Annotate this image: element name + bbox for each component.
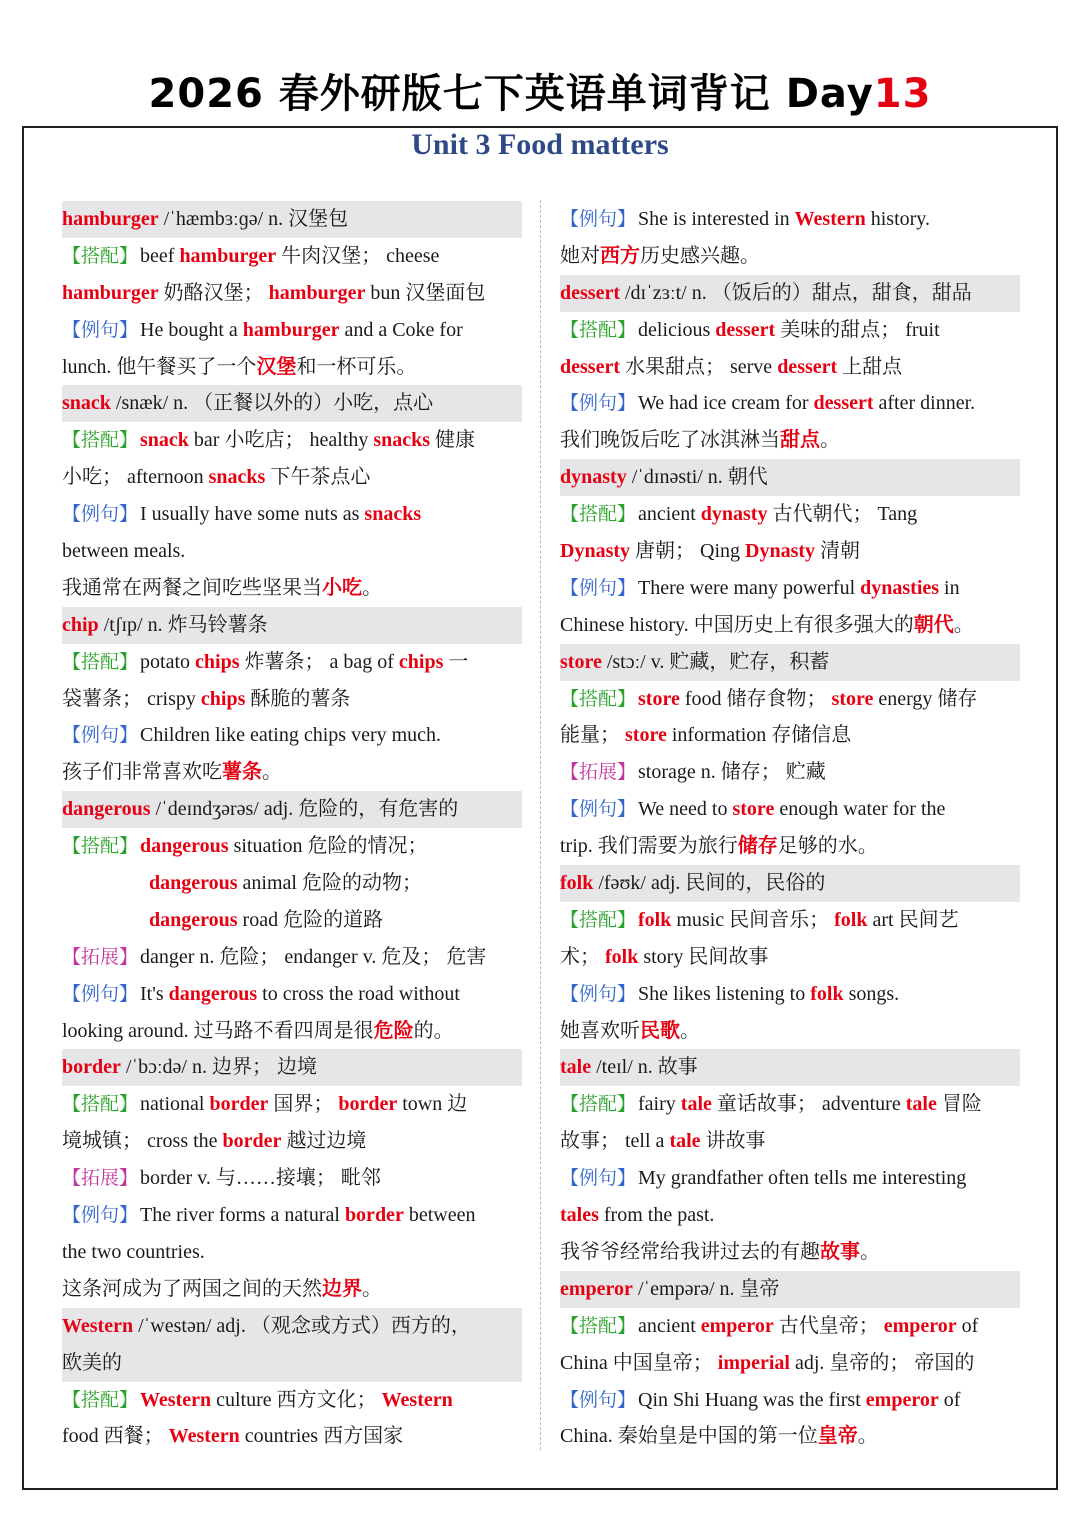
entry-line: [560, 1418, 1020, 1455]
keyword-highlight: Dynasty: [745, 540, 816, 563]
entry-line: [62, 681, 522, 718]
text-run: from the past.: [598, 1204, 715, 1227]
text-run: 这条河成为了两国之间的天然: [62, 1277, 322, 1300]
text-run: 奶酪汉堡；: [158, 281, 269, 304]
keyword-highlight: hamburger: [62, 281, 159, 304]
entry-line: [62, 422, 522, 459]
text-run: national: [140, 1093, 210, 1116]
keyword-highlight: border: [338, 1093, 398, 1116]
example-label: 【例句】: [560, 392, 637, 415]
entry-line: [560, 1382, 1020, 1419]
entry-line: [62, 1013, 522, 1050]
text-run: information 存储信息: [666, 724, 852, 747]
text-run: /dɪˈzɜːt/ n. （饭后的）甜点，甜食，甜品: [619, 281, 972, 304]
text-run: 越过边境: [281, 1130, 367, 1153]
text-run: She is interested in: [638, 208, 795, 230]
text-run: 历史感兴趣。: [640, 244, 760, 267]
example-label: 【例句】: [560, 1167, 637, 1190]
text-run: 境城镇； cross the: [62, 1130, 223, 1153]
entry-line: [560, 349, 1020, 386]
extension-label: 【拓展】: [62, 1167, 139, 1190]
text-run: looking around. 过马路不看四周是很: [62, 1019, 374, 1042]
entry-line: [62, 939, 522, 976]
entry-line: [560, 1345, 1020, 1382]
keyword-highlight: dessert: [813, 392, 874, 415]
entry-line: [62, 644, 522, 681]
keyword-highlight: folk: [810, 982, 844, 1005]
text-run: food 西餐；: [62, 1425, 169, 1448]
text-run: bun 汉堡面包: [365, 281, 486, 304]
keyword-highlight: 储存: [737, 835, 778, 858]
keyword-highlight: dangerous: [149, 872, 238, 895]
text-run: fairy: [638, 1093, 681, 1116]
text-run: 欧美的: [62, 1351, 122, 1374]
headword: hamburger: [62, 208, 159, 230]
collocation-label: 【搭配】: [62, 244, 139, 267]
example-label: 【例句】: [62, 1204, 139, 1227]
text-run: /stɔː/ v. 贮藏，贮存，积蓄: [601, 650, 830, 673]
text-run: 。: [860, 1240, 880, 1263]
entry-line: [62, 902, 522, 939]
keyword-highlight: 民歌: [640, 1019, 680, 1042]
text-run: 。: [820, 429, 840, 452]
text-run: 唐朝； Qing: [630, 540, 746, 563]
text-run: 牛肉汉堡； cheese: [276, 244, 440, 267]
keyword-highlight: dynasty: [700, 503, 768, 526]
entry-line: [560, 717, 1020, 754]
page-title-day: 13: [873, 71, 932, 117]
collocation-label: 【搭配】: [560, 503, 637, 526]
headword: snack: [62, 392, 111, 415]
text-run: 我爷爷经常给我讲过去的有趣: [560, 1240, 820, 1263]
text-run: /ˈdeɪndʒərəs/ adj. 危险的，有危害的: [150, 798, 459, 821]
text-run: We had ice cream for: [638, 392, 814, 415]
text-run: 上甜点: [837, 355, 903, 378]
keyword-highlight: snacks: [373, 429, 431, 452]
text-run: 我通常在两餐之间吃些坚果当: [62, 576, 322, 599]
collocation-label: 【搭配】: [62, 835, 139, 858]
text-run: road 危险的道路: [237, 908, 384, 931]
keyword-highlight: snack: [140, 429, 189, 452]
entry-line: [560, 754, 1020, 791]
keyword-highlight: snacks: [208, 466, 266, 489]
text-run: music 民间音乐；: [671, 908, 835, 931]
text-run: after dinner.: [873, 392, 976, 415]
keyword-highlight: store: [625, 724, 667, 747]
text-run: /fəʊk/ adj. 民间的，民俗的: [593, 872, 826, 895]
text-run: 术；: [560, 945, 605, 968]
text-run: 一: [443, 650, 469, 673]
text-run: situation 危险的情况；: [228, 835, 428, 858]
entry-line: [62, 1271, 522, 1308]
vocab-column-right: [560, 201, 1020, 1455]
example-label: 【例句】: [62, 503, 139, 526]
text-run: 小吃； afternoon: [62, 466, 209, 489]
keyword-highlight: Western: [794, 208, 866, 230]
text-run: 。: [680, 1019, 700, 1042]
entry-headword-row: [560, 865, 1020, 902]
example-label: 【例句】: [560, 208, 637, 230]
keyword-highlight: Western: [381, 1388, 453, 1411]
keyword-highlight: 危险: [373, 1019, 414, 1042]
text-run: trip. 我们需要为旅行: [560, 835, 738, 858]
text-run: 讲故事: [700, 1130, 766, 1153]
keyword-highlight: folk: [605, 945, 639, 968]
text-run: Qin Shi Huang was the first: [638, 1388, 866, 1411]
text-run: 下午茶点心: [265, 466, 371, 489]
text-run: adj. 皇帝的； 帝国的: [790, 1351, 975, 1374]
text-run: 故事； tell a: [560, 1130, 670, 1153]
collocation-label: 【搭配】: [560, 908, 637, 931]
entry-line: [560, 976, 1020, 1013]
text-run: of: [938, 1388, 961, 1411]
keyword-highlight: tale: [905, 1093, 937, 1116]
keyword-highlight: store: [732, 798, 775, 821]
text-run: 袋薯条； crispy: [62, 687, 201, 710]
text-run: 古代朝代； Tang: [767, 503, 918, 526]
text-run: countries 西方国家: [239, 1425, 404, 1448]
entry-line: [560, 939, 1020, 976]
headword: border: [62, 1056, 121, 1079]
keyword-highlight: emperor: [700, 1314, 774, 1337]
entry-headword-row: [560, 644, 1020, 681]
text-run: 古代皇帝；: [773, 1314, 884, 1337]
entry-headword-row: [62, 1308, 522, 1345]
keyword-highlight: tale: [669, 1130, 701, 1153]
text-run: /snæk/ n. （正餐以外的）小吃，点心: [110, 392, 434, 415]
text-run: 孩子们非常喜欢吃: [62, 761, 222, 784]
text-run: ancient: [638, 1314, 701, 1337]
entry-line: [560, 1123, 1020, 1160]
keyword-highlight: border: [209, 1093, 269, 1116]
text-run: art 民间艺: [867, 908, 959, 931]
text-run: 。: [362, 576, 382, 599]
entry-headword-row: [560, 459, 1020, 496]
keyword-highlight: imperial: [717, 1351, 790, 1374]
entry-headword-row: [62, 607, 522, 644]
text-run: 炸薯条； a bag of: [239, 650, 399, 673]
example-label: 【例句】: [560, 1388, 637, 1411]
headword: Western: [62, 1314, 134, 1337]
keyword-highlight: dynasties: [860, 576, 940, 599]
text-run: He bought a: [140, 318, 243, 341]
text-run: I usually have some nuts as: [140, 503, 365, 526]
entry-line: [560, 902, 1020, 939]
headword: dangerous: [62, 798, 151, 821]
entry-headword-row: [62, 1345, 522, 1382]
collocation-label: 【搭配】: [62, 1388, 139, 1411]
entry-line: [62, 1234, 522, 1271]
keyword-highlight: 西方: [600, 244, 640, 267]
example-label: 【例句】: [560, 576, 637, 599]
keyword-highlight: tale: [680, 1093, 712, 1116]
text-run: of: [956, 1314, 979, 1337]
entry-line: [560, 791, 1020, 828]
extension-label: 【拓展】: [560, 761, 637, 784]
text-run: story 民间故事: [638, 945, 769, 968]
vocab-column-left: [62, 201, 522, 1455]
text-run: storage n. 储存； 贮藏: [638, 761, 826, 784]
text-run: town 边: [397, 1093, 468, 1116]
headword: dynasty: [560, 466, 627, 489]
text-run: /ˈempərə/ n. 皇帝: [632, 1277, 780, 1300]
keyword-highlight: emperor: [865, 1388, 939, 1411]
text-run: between: [403, 1204, 476, 1227]
text-run: 她对: [560, 244, 600, 267]
keyword-highlight: hamburger: [242, 318, 340, 341]
entry-line: [560, 422, 1020, 459]
keyword-highlight: store: [831, 687, 874, 710]
unit-title: Unit 3 Food matters: [411, 128, 669, 161]
text-run: The river forms a natural: [140, 1204, 345, 1227]
entry-headword-row: [560, 1049, 1020, 1086]
text-run: lunch. 他午餐买了一个: [62, 355, 257, 378]
text-run: My grandfather often tells me interesting: [638, 1167, 967, 1190]
entry-line: [560, 607, 1020, 644]
entry-line: [62, 459, 522, 496]
entry-line: [62, 976, 522, 1013]
entry-headword-row: [62, 385, 522, 422]
keyword-highlight: Western: [168, 1425, 240, 1448]
keyword-highlight: 故事: [820, 1240, 860, 1263]
text-run: Chinese history. 中国历史上有很多强大的: [560, 613, 914, 636]
entry-line: [560, 312, 1020, 349]
collocation-label: 【搭配】: [62, 1093, 139, 1116]
entry-line: [62, 312, 522, 349]
entry-line: [560, 1197, 1020, 1234]
text-run: 清朝: [815, 540, 861, 563]
keyword-highlight: chips: [200, 687, 246, 710]
collocation-label: 【搭配】: [560, 318, 637, 341]
keyword-highlight: chips: [398, 650, 444, 673]
entry-line: [560, 533, 1020, 570]
example-label: 【例句】: [62, 724, 139, 747]
entry-headword-row: [62, 1049, 522, 1086]
entry-line: [62, 828, 522, 865]
text-run: enough water for the: [774, 798, 946, 821]
keyword-highlight: Dynasty: [560, 540, 631, 563]
example-label: 【例句】: [62, 982, 139, 1005]
headword: emperor: [560, 1277, 633, 1300]
keyword-highlight: 皇帝: [817, 1425, 858, 1448]
text-run: danger n. 危险； endanger v. 危及； 危害: [140, 945, 487, 968]
entry-line: [62, 1123, 522, 1160]
text-run: 美味的甜点； fruit: [775, 318, 940, 341]
text-run: /tʃɪp/ n. 炸马铃薯条: [98, 613, 268, 636]
collocation-label: 【搭配】: [560, 1314, 637, 1337]
collocation-label: 【搭配】: [62, 650, 139, 673]
keyword-highlight: border: [344, 1204, 404, 1227]
text-run: 酥脆的薯条: [245, 687, 351, 710]
keyword-highlight: dessert: [560, 355, 620, 378]
text-run: 健康: [430, 429, 476, 452]
text-run: There were many powerful: [638, 576, 861, 599]
entry-headword-row: [560, 1271, 1020, 1308]
entry-line: [62, 349, 522, 386]
text-run: ancient: [638, 503, 701, 526]
entry-line: [560, 201, 1020, 238]
keyword-highlight: hamburger: [268, 281, 366, 304]
text-run: 。: [262, 761, 282, 784]
text-run: 足够的水。: [777, 835, 878, 858]
text-run: to cross the road without: [257, 982, 460, 1005]
entry-line: [560, 681, 1020, 718]
text-run: We need to: [638, 798, 733, 821]
headword: tale: [560, 1056, 592, 1079]
entry-line: [62, 1086, 522, 1123]
entry-headword-row: [62, 201, 522, 238]
entry-headword-row: [560, 275, 1020, 312]
headword: folk: [560, 872, 594, 895]
text-run: /teɪl/ n. 故事: [591, 1056, 698, 1079]
text-run: /ˈbɔːdə/ n. 边界； 边境: [120, 1056, 317, 1079]
headword: store: [560, 650, 602, 673]
entry-line: [560, 1013, 1020, 1050]
entry-line: [62, 570, 522, 607]
entry-line: [62, 238, 522, 275]
entry-line: [62, 1382, 522, 1419]
entry-line: [62, 717, 522, 754]
text-run: /ˈdɪnəsti/ n. 朝代: [626, 466, 768, 489]
text-run: potato: [140, 650, 196, 673]
keyword-highlight: emperor: [883, 1314, 957, 1337]
entry-line: [560, 570, 1020, 607]
collocation-label: 【搭配】: [62, 429, 139, 452]
text-run: China. 秦始皇是中国的第一位: [560, 1425, 818, 1448]
keyword-highlight: hamburger: [179, 244, 277, 267]
example-label: 【例句】: [560, 798, 637, 821]
text-run: beef: [140, 244, 180, 267]
entry-line: [62, 754, 522, 791]
keyword-highlight: dessert: [777, 355, 838, 378]
example-label: 【例句】: [62, 318, 139, 341]
keyword-highlight: 朝代: [913, 613, 954, 636]
text-run: 的。: [413, 1019, 454, 1042]
collocation-label: 【搭配】: [560, 687, 637, 710]
text-run: the two countries.: [62, 1240, 205, 1263]
text-run: bar 小吃店； healthy: [188, 429, 374, 452]
headword: chip: [62, 613, 99, 636]
entry-line: [62, 1197, 522, 1234]
keyword-highlight: Western: [140, 1388, 212, 1411]
entry-line: [560, 385, 1020, 422]
keyword-highlight: dangerous: [140, 835, 229, 858]
text-run: 能量；: [560, 724, 625, 747]
entry-line: [62, 275, 522, 312]
text-run: history.: [865, 208, 931, 230]
page-title-main: 2026 春外研版七下英语单词背记 Day: [148, 71, 874, 117]
entry-line: [62, 496, 522, 533]
text-run: Children like eating chips very much.: [140, 724, 442, 747]
keyword-highlight: chips: [195, 650, 240, 673]
text-run: in: [939, 576, 960, 599]
entry-line: [560, 238, 1020, 275]
keyword-highlight: tales: [560, 1204, 599, 1227]
keyword-highlight: folk: [638, 908, 672, 931]
collocation-label: 【搭配】: [560, 1093, 637, 1116]
keyword-highlight: folk: [834, 908, 868, 931]
keyword-highlight: 汉堡: [256, 355, 297, 378]
text-run: It's: [140, 982, 169, 1005]
text-run: 童话故事； adventure: [711, 1093, 906, 1116]
text-run: /ˈhæmbɜːɡə/ n. 汉堡包: [158, 208, 349, 230]
text-run: China 中国皇帝；: [560, 1351, 718, 1374]
text-run: and a Coke for: [339, 318, 463, 341]
entry-line: [560, 496, 1020, 533]
keyword-highlight: border: [222, 1130, 282, 1153]
entry-line: [560, 1160, 1020, 1197]
text-run: She likes listening to: [638, 982, 811, 1005]
entry-line: [62, 865, 522, 902]
text-run: 。: [857, 1425, 878, 1448]
text-run: 冒险: [936, 1093, 982, 1116]
text-run: 国界；: [268, 1093, 339, 1116]
text-run: border v. 与……接壤； 毗邻: [140, 1167, 381, 1190]
keyword-highlight: dessert: [715, 318, 776, 341]
text-run: 水果甜点； serve: [619, 355, 778, 378]
text-run: 和一杯可乐。: [296, 355, 417, 378]
keyword-highlight: 小吃: [322, 576, 362, 599]
entry-line: [62, 533, 522, 570]
text-run: 她喜欢听: [560, 1019, 640, 1042]
text-run: culture 西方文化；: [211, 1388, 382, 1411]
keyword-highlight: dangerous: [149, 908, 238, 931]
text-run: 。: [953, 613, 974, 636]
example-label: 【例句】: [560, 982, 637, 1005]
entry-line: [560, 1086, 1020, 1123]
extension-label: 【拓展】: [62, 945, 139, 968]
entry-line: [560, 1308, 1020, 1345]
text-run: food 储存食物；: [679, 687, 832, 710]
keyword-highlight: 边界: [322, 1277, 362, 1300]
headword: dessert: [560, 281, 620, 304]
text-run: 。: [362, 1277, 382, 1300]
page-title: [0, 62, 1080, 119]
text-run: songs.: [843, 982, 900, 1005]
entry-line: [62, 1418, 522, 1455]
keyword-highlight: store: [638, 687, 680, 710]
text-run: /ˈwestən/ adj. （观念或方式）西方的，: [133, 1314, 471, 1337]
text-run: energy 储存: [873, 687, 978, 710]
column-divider: [540, 200, 541, 1450]
entry-line: [560, 828, 1020, 865]
entry-headword-row: [62, 791, 522, 828]
text-run: between meals.: [62, 540, 186, 563]
entry-line: [560, 1234, 1020, 1271]
keyword-highlight: 甜点: [780, 429, 820, 452]
text-run: delicious: [638, 318, 716, 341]
keyword-highlight: 薯条: [222, 761, 262, 784]
keyword-highlight: snacks: [364, 503, 422, 526]
entry-line: [62, 1160, 522, 1197]
text-run: animal 危险的动物；: [237, 872, 422, 895]
text-run: 我们晚饭后吃了冰淇淋当: [560, 429, 780, 452]
keyword-highlight: dangerous: [168, 982, 258, 1005]
